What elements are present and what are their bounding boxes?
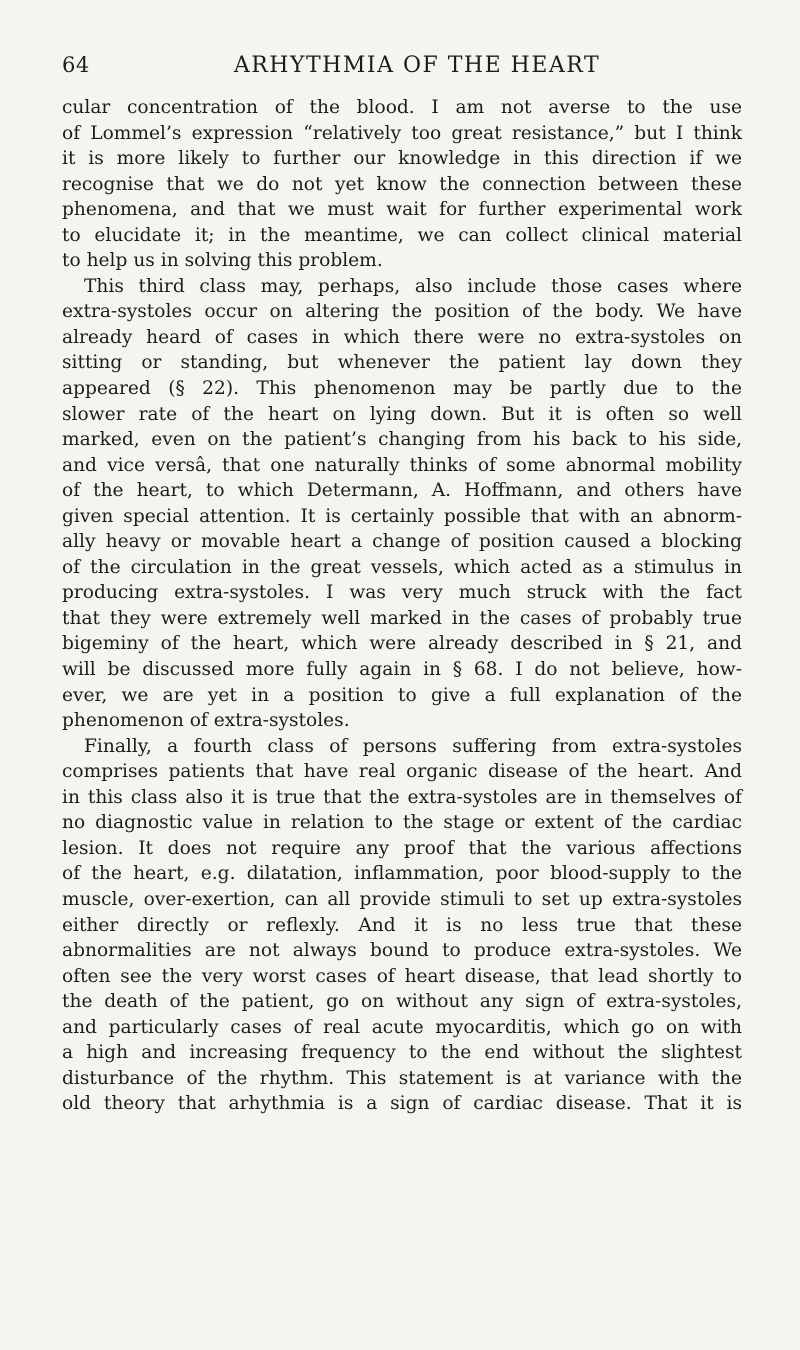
text-line: slower rate of the heart on lying down. But it is often so well [62,403,742,425]
text-line: disturbance of the rhythm. This statement is at variance with the [62,1067,742,1089]
text-line: to help us in solving this problem. [62,250,383,272]
text-line: marked, even on the patient’s changing from his back to his side, [62,429,742,451]
text-line: appeared (§ 22). This phenomenon may be partly due to the [62,378,742,400]
running-title: ARHYTHMIA OF THE HEART [233,53,601,78]
page-header [62,53,742,89]
text-line: of the heart, to which Determann, A. Hoffmann, and others have [62,480,742,502]
text-line: of the heart, e.g. dilatation, inflammation, poor blood-supply to the [62,863,742,885]
text-line: sitting or standing, but whenever the patient lay down they [62,352,742,374]
text-line: the death of the patient, go on without any sign of extra-systoles, [62,991,742,1013]
text-line: given special attention. It is certainly possible that with an abnorm- [62,505,742,527]
text-line: abnormalities are not always bound to produce extra-systoles. We [62,940,742,962]
text-line: producing extra-systoles. I was very much struck with the fact [62,582,742,604]
text-line: and vice versâ, that one naturally thinks of some abnormal mobility [62,454,742,476]
text-line: muscle, over-exertion, can all provide stimuli to set up extra-systoles [62,888,742,910]
text-line: ever, we are yet in a position to give a full explanation of the [62,684,742,706]
text-line: that they were extremely well marked in the cases of probably true [62,607,742,629]
text-line: a high and increasing frequency to the end without the slightest [62,1042,742,1064]
text-line: of Lommel’s expression “relatively too great resistance,” but I think [62,122,742,144]
text-line: cular concentration of the blood. I am not averse to the use [62,97,742,118]
text-line: in this class also it is true that the extra-systoles are in themselves of [62,786,742,808]
text-line: ally heavy or movable heart a change of position caused a blocking [62,531,742,553]
body-text [62,95,742,1117]
text-line: it is more likely to further our knowledge in this direction if we [62,148,742,170]
text-line: old theory that arhythmia is a sign of cardiac disease. That it is [62,1093,742,1115]
text-line: of the circulation in the great vessels, which acted as a stimulus in [62,556,742,578]
text-line: Finally, a fourth class of persons suffering from extra-systoles [84,735,742,757]
text-line: extra-systoles occur on altering the position of the body. We have [62,301,742,323]
text-line: will be discussed more fully again in § 68. I do not believe, how- [62,659,742,681]
text-line: bigeminy of the heart, which were already described in § 21, and [62,633,742,655]
text-line: recognise that we do not yet know the connection between these [62,173,742,195]
page-number: 64 [62,53,90,77]
text-line: phenomenon of extra-systoles. [62,710,350,732]
text-line: lesion. It does not require any proof that the various affections [62,837,742,859]
text-line: phenomena, and that we must wait for further experimental work [62,199,742,221]
text-line: and particularly cases of real acute myocarditis, which go on with [62,1016,742,1038]
text-line: This third class may, perhaps, also include those cases where [84,275,742,297]
text-line: to elucidate it; in the meantime, we can collect clinical material [62,224,742,246]
text-line: often see the very worst cases of heart disease, that lead shortly to [62,965,742,987]
text-line: no diagnostic value in relation to the stage or extent of the cardiac [62,812,742,834]
text-line: already heard of cases in which there were no extra-systoles on [62,326,742,348]
text-line: either directly or reflexly. And it is no less true that these [62,914,742,936]
text-line: comprises patients that have real organic disease of the heart. And [62,761,742,783]
